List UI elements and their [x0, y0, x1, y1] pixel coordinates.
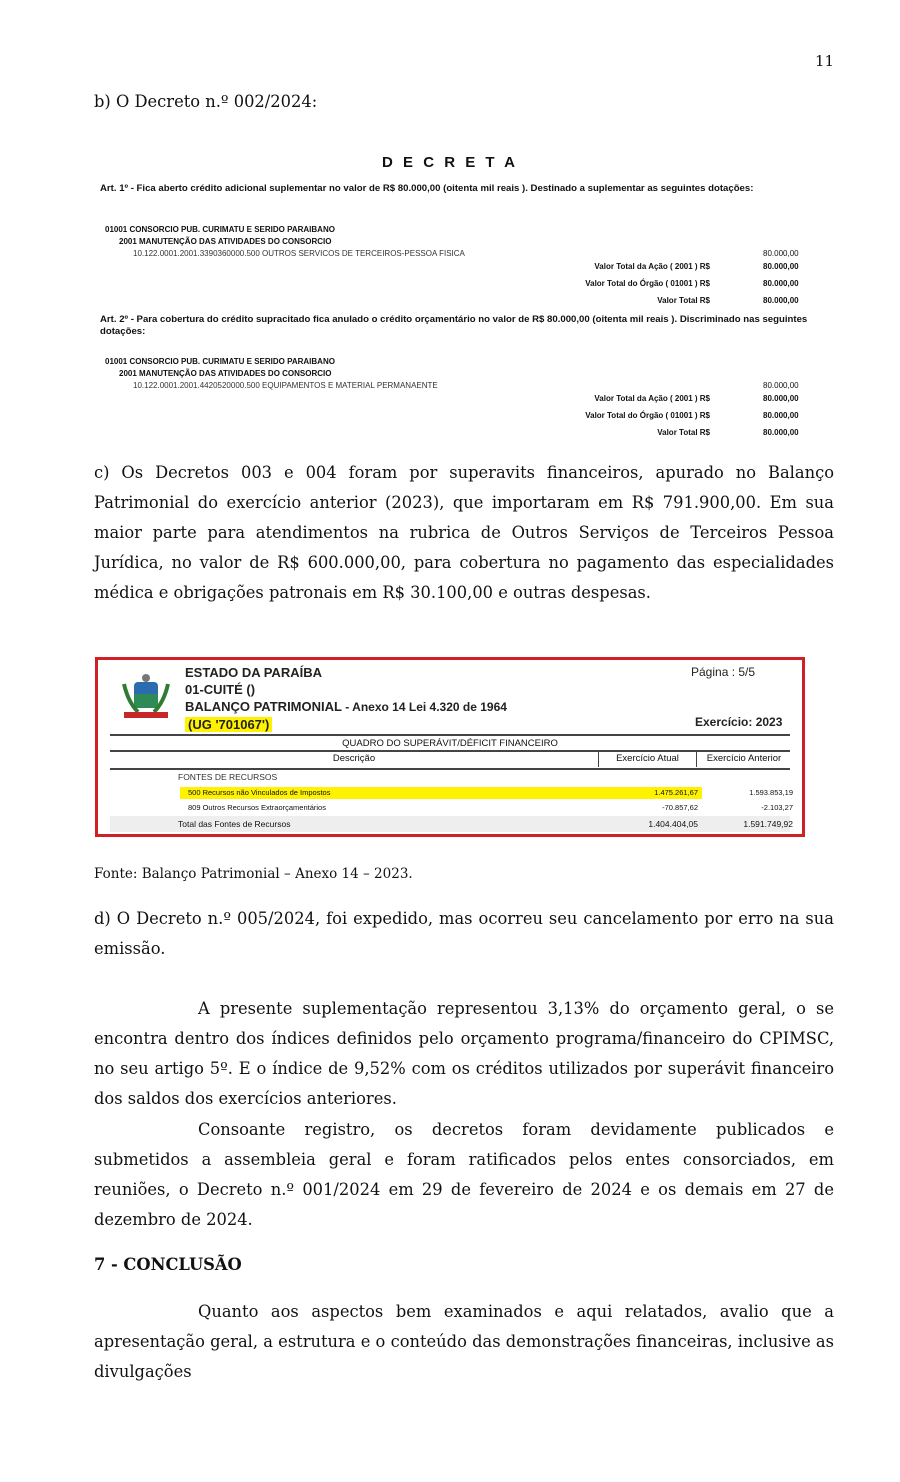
total-current: 1.404.404,05: [648, 819, 698, 829]
section-d-paragraph: d) O Decreto n.º 005/2024, foi expedido, mas ocorreu seu cancelamento por erro na sua emissão.: [94, 909, 834, 958]
conclusion-heading: 7 - CONCLUSÃO: [94, 1255, 242, 1274]
conclusion-paragraph: Quanto aos aspectos bem examinados e aqui relatados, avalio que a apresentação geral, a estrutura e o conteúdo das demonstrações financeiras, inclusive as divulgações: [94, 1302, 834, 1381]
row-previous: 1.593.853,19: [749, 788, 793, 797]
paragraph-supplementation: A presente suplementação representou 3,13% do orçamento geral, o se encontra dentro dos índices definidos pelo orçamento programa/financeiro do CPIMSC, no seu artigo 5º. E o índice de 9,52% com os créditos utilizados por superávit financeiro dos saldos dos exercícios anteriores.: [94, 999, 834, 1108]
dotacao-value: 80.000,00: [763, 381, 799, 390]
article-2: Art. 2º - Para cobertura do crédito supracitado fica anulado o crédito orçamentário no valor de R$ 80.000,00 (oitenta mil reais ). Discriminado nas seguintes dotações:: [100, 314, 808, 337]
total-orgao-label: Valor Total do Órgão ( 01001 ) R$: [585, 411, 710, 420]
page-number: 11: [815, 52, 835, 70]
page-indicator: Página : 5/5: [691, 665, 756, 679]
dotacao-value: 80.000,00: [763, 249, 799, 258]
header-current: Exercício Atual: [598, 751, 697, 767]
row-current: 1.475.261,67: [654, 788, 698, 797]
total-description: Total das Fontes de Recursos: [178, 819, 291, 829]
orgao-line: 01001 CONSORCIO PUB. CURIMATU E SERIDO PARAIBANO: [105, 225, 335, 234]
total-value: 80.000,00: [763, 296, 799, 305]
row-current: -70.857,62: [662, 803, 698, 812]
row-description: 500 Recursos não Vinculados de Impostos: [188, 788, 331, 797]
decree-title: D E C R E T A: [382, 154, 518, 171]
report-subtitle: - Anexo 14 Lei 4.320 de 1964: [341, 700, 507, 714]
header-previous: Exercício Anterior: [706, 753, 782, 764]
orgao-line: 01001 CONSORCIO PUB. CURIMATU E SERIDO PARAIBANO: [105, 357, 335, 366]
figure-caption: Fonte: Balanço Patrimonial – Anexo 14 – 2023.: [94, 866, 413, 882]
total-acao-label: Valor Total da Ação ( 2001 ) R$: [594, 262, 710, 271]
header-description: Descrição: [332, 753, 376, 764]
row-description: 809 Outros Recursos Extraorçamentários: [188, 803, 326, 812]
acao-line: 2001 MANUTENÇÃO DAS ATIVIDADES DO CONSORCIO: [119, 237, 332, 246]
table-title: QUADRO DO SUPERÁVIT/DÉFICIT FINANCEIRO: [342, 738, 558, 749]
exercise-year: Exercício: 2023: [695, 715, 783, 729]
article-1: Art. 1º - Fica aberto crédito adicional suplementar no valor de R$ 80.000,00 (oitenta mil reais ). Destinado a suplementar as seguintes dotações:: [100, 183, 754, 194]
total-label: Valor Total R$: [657, 296, 710, 305]
group-label: FONTES DE RECURSOS: [178, 772, 278, 782]
entity-name: 01-CUITÉ (): [185, 682, 256, 697]
dotacao-line: 10.122.0001.2001.4420520000.500 EQUIPAMENTOS E MATERIAL PERMANAENTE: [133, 381, 438, 390]
total-value: 80.000,00: [763, 428, 799, 437]
divider: [110, 768, 790, 770]
row-previous: -2.103,27: [761, 803, 793, 812]
paragraph-registration: Consoante registro, os decretos foram devidamente publicados e submetidos a assembleia geral e foram ratificados pelos entes consorciados, em reuniões, o Decreto n.º 001/2024 em 29 de fevereiro de 2024 e os demais em 27 de dezembro de 2024.: [94, 1120, 834, 1229]
total-acao-value: 80.000,00: [763, 394, 799, 403]
ug-code: (UG '701067'): [185, 717, 272, 732]
section-b-heading: b) O Decreto n.º 002/2024:: [94, 92, 318, 111]
state-name: ESTADO DA PARAÍBA: [185, 665, 322, 680]
total-previous: 1.591.749,92: [743, 819, 793, 829]
total-acao-label: Valor Total da Ação ( 2001 ) R$: [594, 394, 710, 403]
decree-image: [95, 150, 835, 445]
total-label: Valor Total R$: [657, 428, 710, 437]
total-orgao-value: 80.000,00: [763, 279, 799, 288]
acao-line: 2001 MANUTENÇÃO DAS ATIVIDADES DO CONSORCIO: [119, 369, 332, 378]
section-c-paragraph: c) Os Decretos 003 e 004 foram por superavits financeiros, apurado no Balanço Patrimonial do exercício anterior (2023), que importaram em R$ 791.900,00. Em sua maior parte para atendimentos na rubrica de Outros Serviços de Terceiros Pessoa Jurídica, no valor de R$ 600.000,00, para cobertura no pagamento das especialidades médica e obrigações patronais em R$ 30.100,00 e outras despesas.: [94, 463, 834, 602]
balance-sheet-figure: [95, 657, 805, 837]
coat-of-arms-icon: [120, 672, 172, 722]
total-orgao-value: 80.000,00: [763, 411, 799, 420]
dotacao-line: 10.122.0001.2001.3390360000.500 OUTROS SERVICOS DE TERCEIROS-PESSOA FISICA: [133, 249, 465, 258]
total-acao-value: 80.000,00: [763, 262, 799, 271]
total-orgao-label: Valor Total do Órgão ( 01001 ) R$: [585, 279, 710, 288]
divider: [110, 734, 790, 736]
report-title: BALANÇO PATRIMONIAL: [185, 699, 342, 714]
